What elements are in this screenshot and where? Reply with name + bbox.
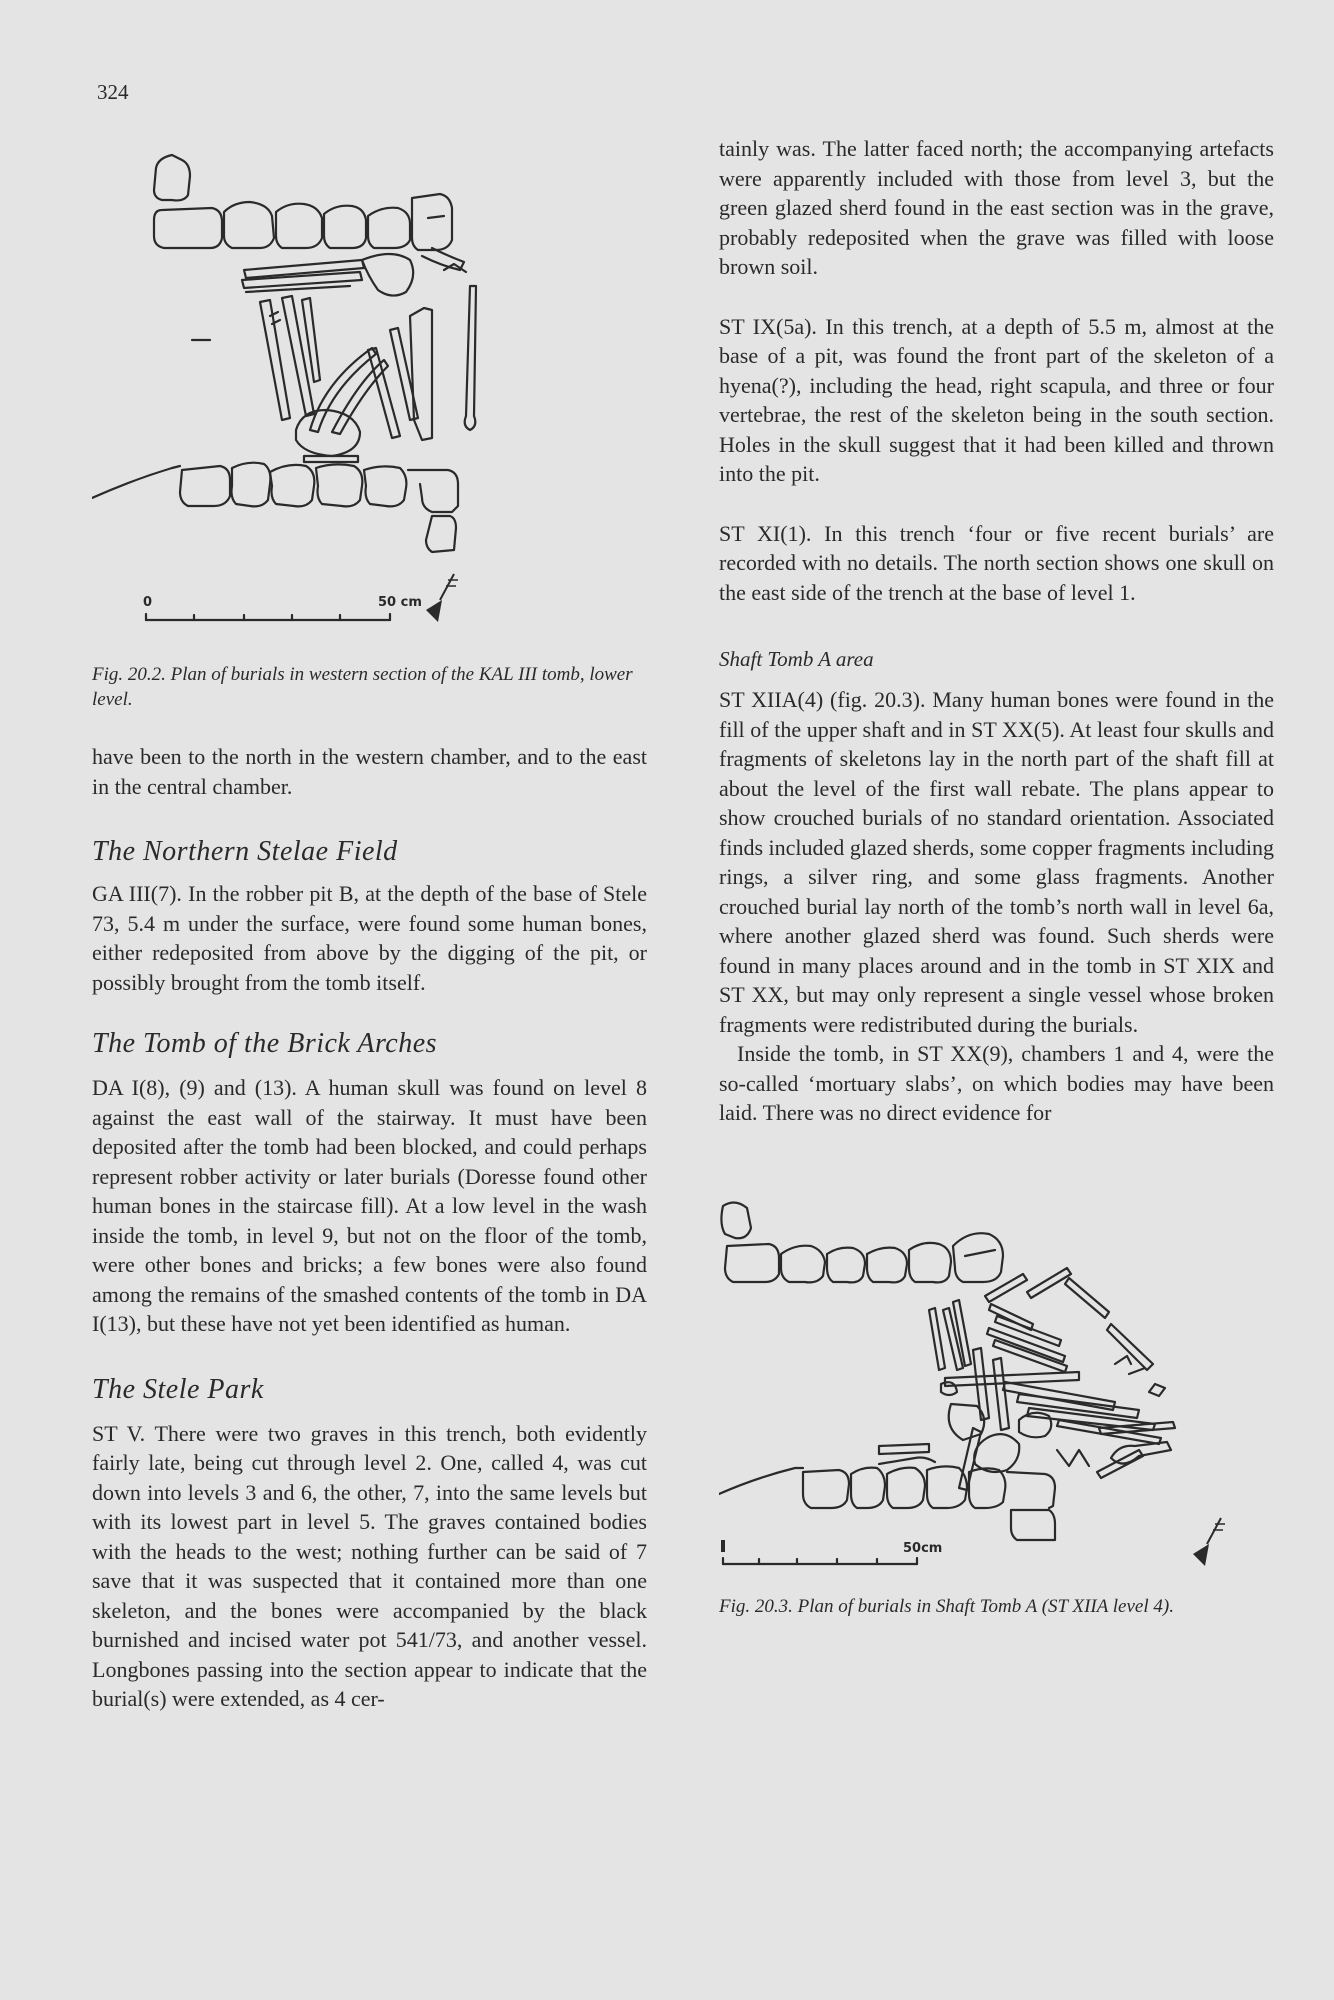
right-paragraph-st-ix: ST IX(5a). In this trench, at a depth of 5.5 m, almost at the base of a pit, was found the front part of the skeleton of a hyena(?), including the head, right scapula, and three or four vertebrae, the rest of the skeleton being in the south section. Holes in the skull suggest that it had been killed and thrown into the pit. bbox=[719, 313, 1274, 486]
scale-zero-marker bbox=[721, 1540, 725, 1552]
scale-bar-20-3 bbox=[723, 1558, 917, 1564]
burial-plan-drawing-20-3 bbox=[719, 1188, 1274, 1578]
page-number: 324 bbox=[97, 80, 129, 104]
burial-plan-drawing-20-2 bbox=[92, 120, 647, 640]
paragraph-stele-park: ST V. There were two graves in this trench, both evidently fairly late, being cut through level 2. One, called 4, was cut down into levels 3 and 6, the other, 7, into the same levels but with its lowest part in level 5. The graves contained bodies with the heads to the west; nothing further can be said of 7 save that it was suspected that it contained more than one skeleton, and the bones were accompanied by the black burnished and incised water pot 541/73, and another vessel. Longbones passing into the section appear to indicate that the burial(s) were extended, as 4 cer- bbox=[92, 1420, 647, 1711]
right-paragraph-st-xi: ST XI(1). In this trench ‘four or five recent burials’ are recorded with no details. The north section shows one skull on the east side of the trench at the base of level 1. bbox=[719, 520, 1274, 605]
right-column bbox=[719, 134, 1274, 1619]
left-column bbox=[92, 120, 647, 1714]
scale-label: 50 cm bbox=[378, 595, 422, 610]
north-arrow-icon bbox=[426, 574, 458, 622]
paragraph-brick-arches: DA I(8), (9) and (13). A human skull was found on level 8 against the east wall of the stairway. It must have been deposited after the tomb had been blocked, and could perhaps represent robber activity or later burials (Doresse found other human bones in the staircase fill). At a low level in the wash inside the tomb, in level 9, but not on the floor of the tomb, were other bones and bricks; a few bones were also found among the remains of the smashed contents of the tomb in DA I(13), but these have not yet been identified as human. bbox=[92, 1075, 647, 1336]
left-paragraph-1: have been to the north in the western chamber, and to the east in the central chamber. bbox=[92, 744, 647, 799]
figure-20-2 bbox=[92, 120, 647, 712]
right-paragraph-1: tainly was. The latter faced north; the accompanying artefacts were apparently included with those from level 3, but the green glazed sherd found in the east section was in the grave, probably redeposited when the grave was filled with loose brown soil. bbox=[719, 136, 1274, 279]
north-arrow-icon bbox=[1193, 1518, 1225, 1566]
heading-stele-park: The Stele Park bbox=[92, 1373, 264, 1405]
figure-caption-20-2: Fig. 20.2. Plan of burials in western section of the KAL III tomb, lower level. bbox=[92, 664, 633, 710]
heading-tomb-brick-arches: The Tomb of the Brick Arches bbox=[92, 1028, 438, 1059]
paragraph-shaft-tomb-2: Inside the tomb, in ST XX(9), chambers 1 and 4, were the so-called ‘mortuary slabs’, on which bodies may have been laid. There was no direct evidence for bbox=[719, 1041, 1274, 1125]
scale-label-20-3: 50cm bbox=[903, 1540, 943, 1556]
scale-zero: 0 bbox=[143, 595, 153, 610]
heading-northern-stelae-field: The Northern Stelae Field bbox=[92, 836, 398, 867]
scale-bar-20-2 bbox=[146, 614, 390, 620]
figure-20-3 bbox=[719, 1188, 1274, 1619]
paragraph-shaft-tomb-1: ST XIIA(4) (fig. 20.3). Many human bones were found in the fill of the upper shaft and in ST XX(5). At least four skulls and fragments of skeletons lay in the north part of the shaft fill at about the level of the first wall rebate. The plans appear to show crouched burials of no standard orientation. Associated finds included glazed sherds, some copper fragments including rings, a silver ring, and some glass fragments. Another crouched burial lay north of the tomb’s north wall in level 6a, where another glazed sherd was found. Such sherds were found in many places around and in the tomb in ST XIX and ST XX, but may only represent a single vessel whose broken fragments were redistributed during the burials. bbox=[719, 687, 1274, 1037]
heading-shaft-tomb-a-area: Shaft Tomb A area bbox=[719, 647, 874, 671]
paragraph-northern-stelae: GA III(7). In the robber pit B, at the depth of the base of Stele 73, 5.4 m under the surface, were found some human bones, either redeposited from above by the digging of the pit, or possibly brought from the tomb itself. bbox=[92, 881, 647, 995]
figure-caption-20-3: Fig. 20.3. Plan of burials in Shaft Tomb A (ST XIIA level 4). bbox=[719, 1595, 1174, 1617]
